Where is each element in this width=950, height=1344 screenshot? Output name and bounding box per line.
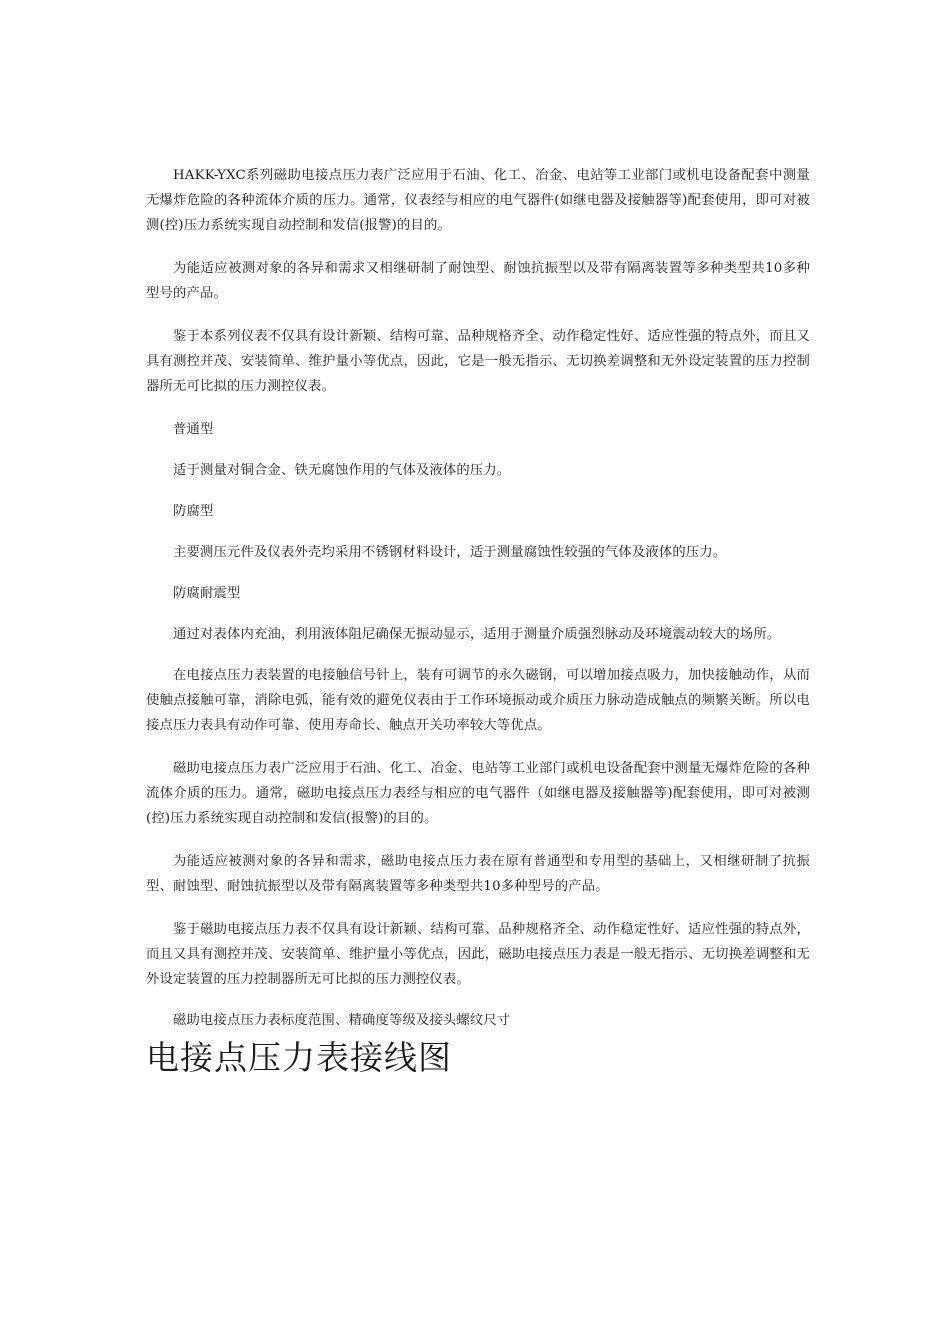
- paragraph-advantages: 鉴于本系列仪表不仅具有设计新颖、结构可靠、品种规格齐全、动作稳定性好、适应性强的特点外，而且又具有测控并茂、安装简单、维护量小等优点，因此，它是一般无指示、无切换差调整和无外设定装置的压力控制器所无可比拟的压力测控仪表。: [146, 329, 810, 394]
- paragraph-anticorrosion-shockproof-type: 通过对表体内充油，利用液体阻尼确保无振动显示，适用于测量介质强烈脉动及环境震动较大的场所。: [173, 627, 781, 642]
- paragraph-anticorrosion-type: 主要测压元件及仪表外壳均采用不锈钢材料设计，适于测量腐蚀性较强的气体及液体的压力。: [173, 545, 727, 560]
- label-anticorrosion-shockproof-type: 防腐耐震型: [173, 586, 241, 601]
- wiring-diagram-heading: 电接点压力表接线图: [146, 1038, 452, 1077]
- document-body: [146, 163, 810, 1078]
- paragraph-variants: 为能适应被测对象的各异和需求又相继研制了耐蚀型、耐蚀抗振型以及带有隔离装置等多种类型共10多种型号的产品。: [146, 261, 810, 301]
- paragraph-standard-type: 适于测量对铜合金、铁无腐蚀作用的气体及液体的压力。: [173, 463, 511, 478]
- label-anticorrosion-type: 防腐型: [173, 504, 214, 519]
- paragraph-spec-caption: 磁助电接点压力表标度范围、精确度等级及接头螺纹尺寸: [173, 1013, 511, 1028]
- paragraph-intro: HAKK-YXC系列磁助电接点压力表广泛应用于石油、化工、冶金、电站等工业部门或机电设备配套中测量无爆炸危险的各种流体介质的压力。通常，仪表经与相应的电气器件(如继电器及接触器等)配套使用，即可对被测(控)压力系统实现自动控制和发信(报警)的目的。: [146, 168, 810, 233]
- label-standard-type: 普通型: [173, 422, 214, 437]
- paragraph-application: 磁助电接点压力表广泛应用于石油、化工、冶金、电站等工业部门或机电设备配套中测量无爆炸危险的各种流体介质的压力。通常，磁助电接点压力表经与相应的电气器件（如继电器及接触器等)配套使用，即可对被测(控)压力系统实现自动控制和发信(报警)的目的。: [146, 761, 810, 826]
- paragraph-magnet-contact: 在电接点压力表装置的电接触信号针上，装有可调节的永久磁钢，可以增加接点吸力，加快接触动作，从而使触点接触可靠，消除电弧，能有效的避免仪表由于工作环境振动或介质压力脉动造成触点的频繁关断。所以电接点压力表具有动作可靠、使用寿命长、触点开关功率较大等优点。: [146, 668, 810, 733]
- paragraph-product-range: 为能适应被测对象的各异和需求，磁助电接点压力表在原有普通型和专用型的基础上，又相继研制了抗振型、耐蚀型、耐蚀抗振型以及带有隔离装置等多种类型共10多种型号的产品。: [146, 854, 810, 894]
- paragraph-summary: 鉴于磁助电接点压力表不仅具有设计新颖、结构可靠、品种规格齐全、动作稳定性好、适应性强的特点外，而且又具有测控并茂、安装简单、维护量小等优点，因此，磁助电接点压力表是一般无指示、无切换差调整和无外设定装置的压力控制器所无可比拟的压力测控仪表。: [146, 922, 810, 987]
